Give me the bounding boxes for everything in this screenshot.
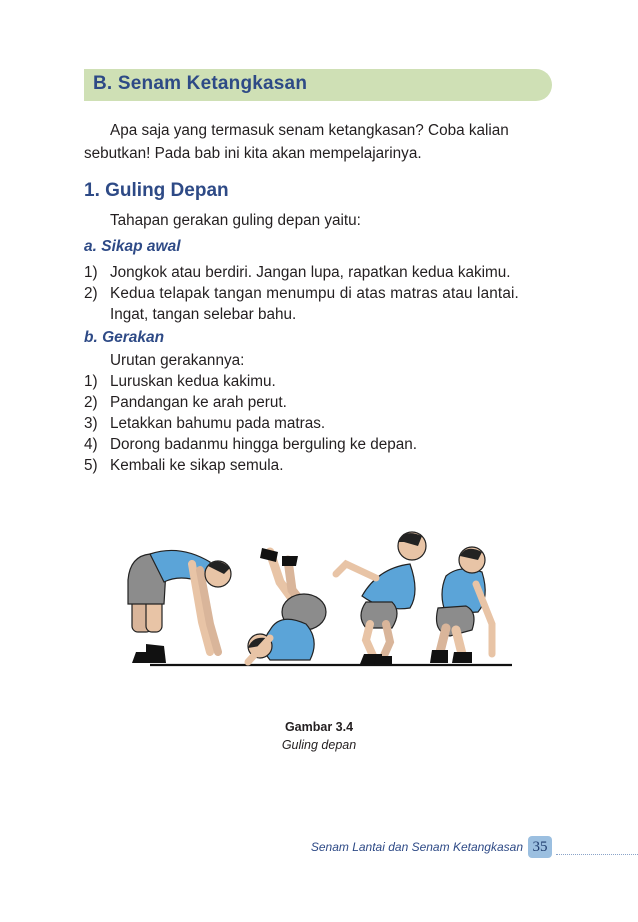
intro-line-2: sebutkan! Pada bab ini kita akan mempelajarinya.	[84, 145, 422, 162]
gerakan-number-4: 4)	[84, 436, 98, 453]
gerakan-item-1: Luruskan kedua kakimu.	[110, 373, 276, 390]
sikap-awal-number-1: 1)	[84, 264, 98, 281]
intro-line-1: Apa saja yang termasuk senam ketangkasan? Coba kalian	[110, 122, 509, 139]
figure-4-squat	[430, 547, 492, 663]
figure-2-rolling	[248, 548, 326, 662]
gerakan-number-2: 2)	[84, 394, 98, 411]
sikap-awal-number-2: 2)	[84, 285, 98, 302]
figure-caption-subtitle: Guling depan	[281, 738, 357, 752]
topic-heading: 1. Guling Depan	[84, 180, 229, 201]
section-title: B. Senam Ketangkasan	[93, 73, 308, 94]
sikap-awal-item-2: Kedua telapak tangan menumpu di atas matras atau lantai.	[110, 285, 519, 302]
figure-3-jump	[336, 532, 426, 665]
sikap-awal-item-1: Jongkok atau berdiri. Jangan lupa, rapatkan kedua kakimu.	[110, 264, 511, 281]
sikap-awal-heading: a. Sikap awal	[84, 238, 181, 255]
gerakan-item-2: Pandangan ke arah perut.	[110, 394, 287, 411]
page-number-badge: 35	[528, 836, 552, 858]
gerakan-lead: Urutan gerakannya:	[110, 352, 245, 369]
gerakan-number-5: 5)	[84, 457, 98, 474]
topic-lead: Tahapan gerakan guling depan yaitu:	[110, 212, 361, 229]
gerakan-item-5: Kembali ke sikap semula.	[110, 457, 284, 474]
footer-chapter-title: Senam Lantai dan Senam Ketangkasan	[310, 840, 523, 854]
gerakan-item-3: Letakkan bahumu pada matras.	[110, 415, 326, 432]
gerakan-number-1: 1)	[84, 373, 98, 390]
figure-caption-title: Gambar 3.4	[284, 720, 354, 734]
footer-dotted-line	[556, 854, 638, 855]
forward-roll-illustration	[120, 512, 520, 682]
gerakan-item-4: Dorong badanmu hingga berguling ke depan.	[110, 436, 418, 453]
sikap-awal-item-2-cont: Ingat, tangan selebar bahu.	[110, 306, 297, 323]
gerakan-number-3: 3)	[84, 415, 98, 432]
figure-1-bend-forward	[128, 550, 231, 663]
gerakan-heading: b. Gerakan	[84, 329, 165, 346]
